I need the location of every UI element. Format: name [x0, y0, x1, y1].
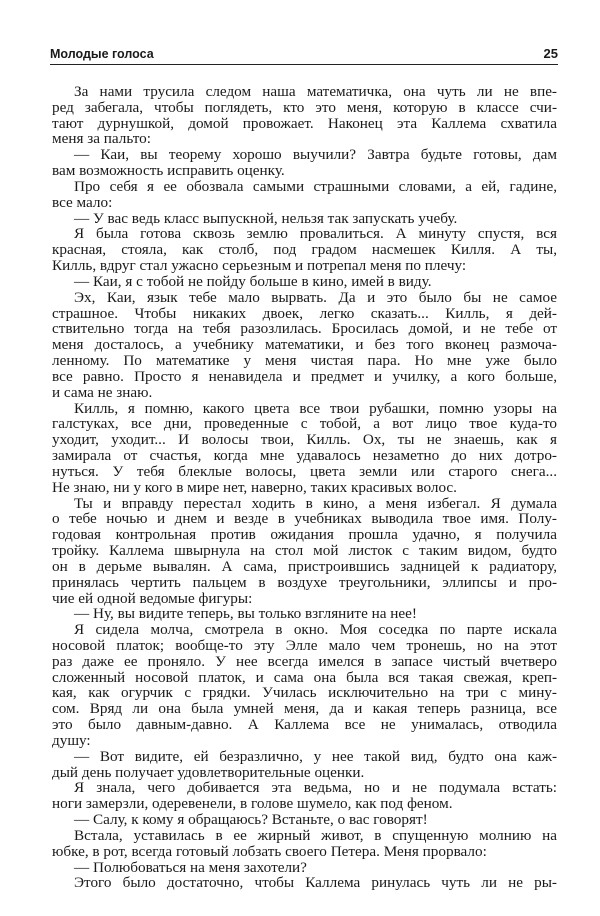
- text-line: юбке, в рот, всегда готовый лобзать своего Петера. Меня прорвало:: [52, 842, 487, 860]
- text-line: это было давным-давно. А Каллема все не унималась, отводила: [52, 716, 557, 734]
- text-line: годовая контрольная против ожидания прошла удачно, я получила: [52, 526, 557, 544]
- text-line: уходит, уходит... И волосы твои, Килль. Ох, ты не знаешь, как я: [52, 431, 557, 449]
- text-line: принялась чертить пальцем в воздухе треугольники, эллипсы и про-: [52, 573, 557, 591]
- text-line: и сама не знаю.: [52, 383, 153, 401]
- text-line: — Каи, вы теорему хорошо выучили? Завтра будьте готовы, дам: [74, 146, 557, 164]
- text-line: о тебе ночью и днем и везде в учебниках выводила твое имя. Полу-: [52, 510, 557, 528]
- text-line: За нами трусила следом наша математичка, она чуть ли не впе-: [74, 83, 557, 100]
- paragraph: [52, 812, 557, 828]
- text-line: Килль, вдруг стал ужасно серьезным и потрепал меня по плечу:: [52, 257, 467, 275]
- text-line: Ты и вправду перестал ходить в кино, а меня избегал. Я думала: [74, 494, 557, 512]
- text-line: ноги замерзли, одеревенели, в голове шумело, как под феном.: [52, 795, 453, 813]
- text-line: — Полюбоваться на меня захотели?: [74, 858, 307, 876]
- text-line: он в дерьме вывалян. А сама, пристроившись задницей к радиатору,: [52, 557, 557, 575]
- text-line: меня досталось, а учебнику математики, и без того вконец размоча-: [52, 336, 557, 354]
- text-line: раз даже ее проняло. У нее всегда имелся в запасе чистый вчетверо: [52, 652, 557, 670]
- text-line: Не знаю, ни у кого в мире нет, наверно, таких красивых волос.: [52, 478, 457, 496]
- paragraph: [52, 401, 557, 496]
- text-line: сложенный носовой платок, и сама она была вся такая свежая, креп-: [52, 668, 557, 686]
- paragraph: [52, 290, 557, 401]
- paragraph: [52, 84, 557, 147]
- text-line: ленному. По математике у меня чистая пара. Но мне уже было: [52, 352, 557, 370]
- paragraph: [52, 147, 557, 179]
- page-number: 25: [543, 46, 558, 61]
- text-line: тают дурнушкой, домой провожает. Наконец эта Каллема схватила: [52, 114, 557, 132]
- text-line: сом. Вряд ли она была умней меня, да и какая теперь разница, все: [52, 700, 557, 718]
- paragraph: [52, 780, 557, 812]
- text-line: все мало:: [52, 193, 113, 211]
- text-line: — У вас ведь класс выпускной, нельзя так запускать учебу.: [74, 209, 458, 227]
- text-line: — Салу, к кому я обращаюсь? Встаньте, о вас говорят!: [74, 811, 428, 829]
- text-line: носовой платок; вообще-то эту Элле мало чем тронешь, но на этот: [52, 636, 557, 654]
- text-line: Про себя я ее обозвала самыми страшными словами, а ей, гадине,: [74, 177, 557, 195]
- text-line: — Каи, я с тобой не пойду больше в кино, имей в виду.: [74, 272, 432, 290]
- text-line: Я сидела молча, смотрела в окно. Моя соседка по парте искала: [74, 621, 557, 639]
- text-line: — Вот видите, ей безразлично, у нее такой вид, будто она каж-: [74, 747, 557, 765]
- paragraph: [52, 749, 557, 781]
- text-line: Этого было достаточно, чтобы Каллема ринулась чуть ли не ры-: [74, 874, 557, 892]
- paragraph: [52, 496, 557, 607]
- text-line: галстуках, все дни, проведенные с тобой, а вот лицо твое куда-то: [52, 415, 557, 433]
- text-line: Эх, Каи, язык тебе мало вырвать. Да и это было бы не самое: [74, 288, 557, 306]
- paragraph: [52, 622, 557, 749]
- text-line: красная, стояла, как столб, под градом насмешек Килля. А ты,: [52, 241, 557, 259]
- text-line: дый день получает удовлетворительные оценки.: [52, 763, 365, 781]
- paragraph: [52, 274, 557, 290]
- text-line: чие ей одной ведомые фигуры:: [52, 589, 253, 607]
- text-line: Встала, уставилась в ее жирный живот, в спущенную молнию на: [74, 826, 557, 844]
- paragraph: [52, 211, 557, 227]
- text-line: страшное. Чтобы никаких двоек, легко сказать... Килль, я дей-: [52, 304, 557, 322]
- text-line: Я была готова сквозь землю провалиться. А минуту спустя, вся: [74, 225, 557, 243]
- text-line: душу:: [52, 731, 91, 749]
- text-line: — Ну, вы видите теперь, вы только взгляните на нее!: [74, 605, 417, 623]
- paragraph: [52, 875, 557, 891]
- text-line: нуться. У тебя блеклые волосы, цвета земли или старого снега...: [52, 462, 557, 480]
- paragraph: [52, 606, 557, 622]
- text-line: тройку. Каллема швырнула на стол мой листок с таким видом, будто: [52, 542, 557, 560]
- text-line: Килль, я помню, какого цвета все твои рубашки, помню узоры на: [74, 399, 557, 417]
- paragraph: [52, 226, 557, 273]
- running-header: [50, 46, 558, 65]
- paragraph: [52, 828, 557, 860]
- text-line: меня за пальто:: [52, 130, 151, 148]
- text-line: ствительно тогда на тебя разозлилась. Бросилась домой, и не тебе от: [52, 320, 557, 338]
- paragraph: [52, 860, 557, 876]
- text-line: вам возможность исправить оценку.: [52, 162, 285, 180]
- text-line: кая, как огурчик с грядки. Училась исключительно на три с мину-: [52, 684, 557, 702]
- text-line: Я знала, чего добивается эта ведьма, но и не подумала встать:: [74, 779, 557, 797]
- text-line: ред забегала, чтобы поглядеть, кто это меня, которую в классе счи-: [52, 98, 557, 116]
- text-line: все равно. Просто я ненавидела и предмет и училку, а кого больше,: [52, 367, 557, 385]
- text-line: замирала от счастья, когда мне удавалось незаметно до них дотро-: [52, 447, 557, 465]
- page-text: [52, 84, 557, 891]
- paragraph: [52, 179, 557, 211]
- section-title: Молодые голоса: [50, 47, 154, 61]
